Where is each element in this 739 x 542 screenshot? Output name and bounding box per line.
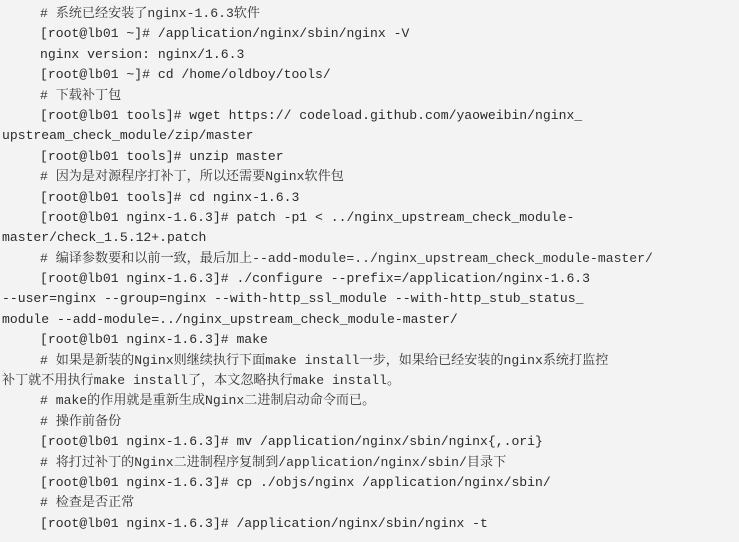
code-line-command: [root@lb01 tools]# wget https:// codeload.github.com/yaoweibin/nginx_	[40, 107, 583, 123]
code-line-command: [root@lb01 nginx-1.6.3]# /application/nginx/sbin/nginx -t	[40, 515, 488, 531]
code-line-comment: # 系统已经安装了nginx-1.6.3软件	[40, 6, 260, 21]
code-line-comment: # make的作用就是重新生成Nginx二进制启动命令而已。	[40, 393, 376, 409]
code-line-comment-continuation: 补丁就不用执行make install了，本文忽略执行make install。	[2, 373, 401, 389]
code-line-continuation: module --add-module=../nginx_upstream_check_module-master/	[2, 311, 458, 327]
code-line-comment: # 操作前备份	[40, 413, 122, 429]
code-line-comment: # 如果是新装的Nginx则继续执行下面make install一步，如果给已经安装的nginx系统打监控	[40, 352, 609, 368]
code-line-command: [root@lb01 nginx-1.6.3]# ./configure --prefix=/application/nginx-1.6.3	[40, 271, 591, 287]
code-line-command: [root@lb01 ~]# cd /home/oldboy/tools/	[40, 67, 331, 83]
code-line-command: [root@lb01 tools]# cd nginx-1.6.3	[40, 189, 300, 205]
code-line-comment: # 将打过补丁的Nginx二进制程序复制到/application/nginx/sbin/目录下	[40, 454, 507, 470]
code-line-command: [root@lb01 nginx-1.6.3]# mv /application/nginx/sbin/nginx{,.ori}	[40, 434, 543, 450]
code-line-command: [root@lb01 nginx-1.6.3]# cp ./objs/nginx /application/nginx/sbin/	[40, 474, 551, 490]
code-line-output: nginx version: nginx/1.6.3	[40, 46, 245, 62]
code-line-continuation: master/check_1.5.12+.patch	[2, 230, 207, 246]
code-line-continuation: --user=nginx --group=nginx --with-http_ssl_module --with-http_stub_status_	[2, 291, 584, 307]
code-line-command: [root@lb01 nginx-1.6.3]# make	[40, 332, 268, 348]
code-line-command: [root@lb01 ~]# /application/nginx/sbin/nginx -V	[40, 26, 410, 42]
code-line-command: [root@lb01 tools]# unzip master	[40, 148, 284, 164]
code-line-continuation: upstream_check_module/zip/master	[2, 128, 254, 144]
code-line-comment: # 下载补丁包	[40, 87, 122, 103]
code-line-comment: # 编译参数要和以前一致，最后加上--add-module=../nginx_upstream_check_module-master/	[40, 250, 653, 266]
code-listing	[0, 4, 739, 534]
code-line-comment: # 检查是否正常	[40, 495, 135, 511]
code-line-command: [root@lb01 nginx-1.6.3]# patch -p1 < ../nginx_upstream_check_module-	[40, 209, 575, 225]
code-line-comment: # 因为是对源程序打补丁，所以还需要Nginx软件包	[40, 169, 344, 185]
